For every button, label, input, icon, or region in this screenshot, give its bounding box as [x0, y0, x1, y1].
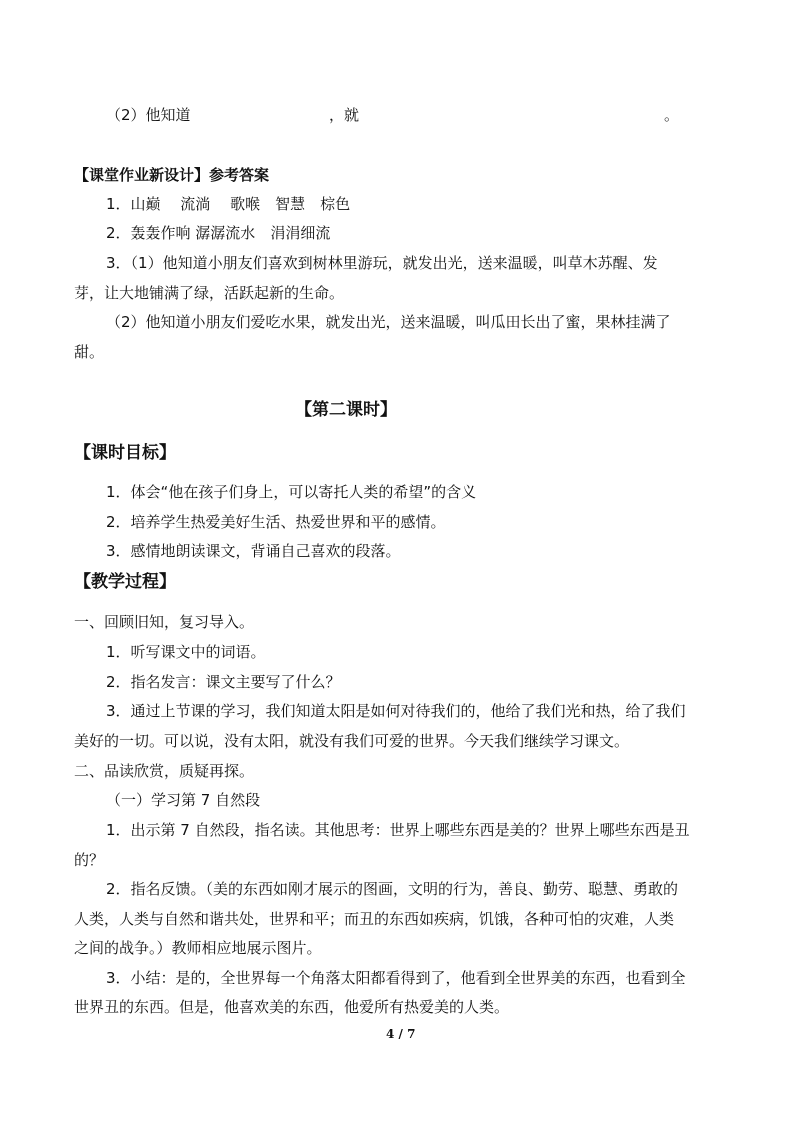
part-2-item-1-line2: 的？ — [74, 851, 105, 869]
lesson-2-title: 【第二课时】 — [295, 400, 397, 420]
part-2-title: 二、品读欣赏，质疑再探。 — [74, 762, 255, 780]
goal-item-1: 1．体会“他在孩子们身上，可以寄托人类的希望”的含义 — [106, 483, 477, 501]
page-number: 4 / 7 — [386, 1027, 416, 1041]
part-2-item-3-line2: 世界丑的东西。但是，他喜欢美的东西，他爱所有热爱美的人类。 — [74, 998, 510, 1016]
goals-heading: 【课时目标】 — [74, 443, 176, 463]
answer-3-1-line1: 3．（1）他知道小朋友们喜欢到树林里游玩，就发出光，送来温暖，叫草木苏醒、发 — [106, 254, 658, 272]
part-1-title: 一、回顾旧知，复习导入。 — [74, 613, 255, 631]
goal-item-3: 3．感情地朗读课文，背诵自己喜欢的段落。 — [106, 542, 401, 560]
part-2-item-1-line1: 1．出示第 7 自然段，指名读。其他思考：世界上哪些东西是美的？世界上哪些东西是丑 — [106, 821, 690, 839]
part-2-subtitle: （一）学习第 7 自然段 — [106, 791, 261, 809]
goal-item-2: 2．培养学生热爱美好生活、热爱世界和平的感情。 — [106, 513, 446, 531]
part-2-item-2-line2: 人类，人类与自然和谐共处，世界和平；而丑的东西如疾病，饥饿，各种可怕的灾难，人类 — [74, 910, 675, 928]
part-1-item-2: 2．指名发言：课文主要写了什么？ — [106, 673, 341, 691]
part-1-item-3-line2: 美好的一切。可以说，没有太阳，就没有我们可爱的世界。今天我们继续学习课文。 — [74, 732, 630, 750]
answer-2: 2．轰轰作响 潺潺流水 涓涓细流 — [106, 224, 331, 242]
answer-3-2-line2: 甜。 — [74, 343, 105, 361]
answer-3-2-line1: （2）他知道小朋友们爱吃水果，就发出光，送来温暖，叫瓜田长出了蜜，果林挂满了 — [106, 313, 671, 331]
question-3-2-middle: ，就 — [329, 106, 360, 124]
part-2-item-2-line1: 2．指名反馈。（美的东西如刚才展示的图画，文明的行为，善良、勤劳、聪慧、勇敢的 — [106, 880, 679, 898]
answers-heading — [74, 165, 269, 185]
part-1-item-3-line1: 3．通过上节课的学习，我们知道太阳是如何对待我们的，他给了我们光和热，给了我们 — [106, 702, 686, 720]
answers-heading-suffix: 参考答案 — [209, 166, 270, 184]
part-1-item-1: 1．听写课文中的词语。 — [106, 643, 266, 661]
process-heading: 【教学过程】 — [74, 572, 176, 592]
part-2-item-3-line1: 3．小结：是的，全世界每一个角落太阳都看得到了，他看到全世界美的东西，也看到全 — [106, 969, 686, 987]
answer-1: 1．山巅 流淌 歌喉 智慧 棕色 — [106, 195, 351, 213]
question-3-2-prefix: （2）他知道 — [106, 106, 191, 124]
question-3-2-end: 。 — [664, 106, 680, 124]
answer-3-1-line2: 芽，让大地铺满了绿，活跃起新的生命。 — [74, 284, 345, 302]
answers-heading-title: 【课堂作业新设计】 — [74, 166, 210, 184]
part-2-item-2-line3: 之间的战争。）教师相应地展示图片。 — [74, 939, 322, 957]
